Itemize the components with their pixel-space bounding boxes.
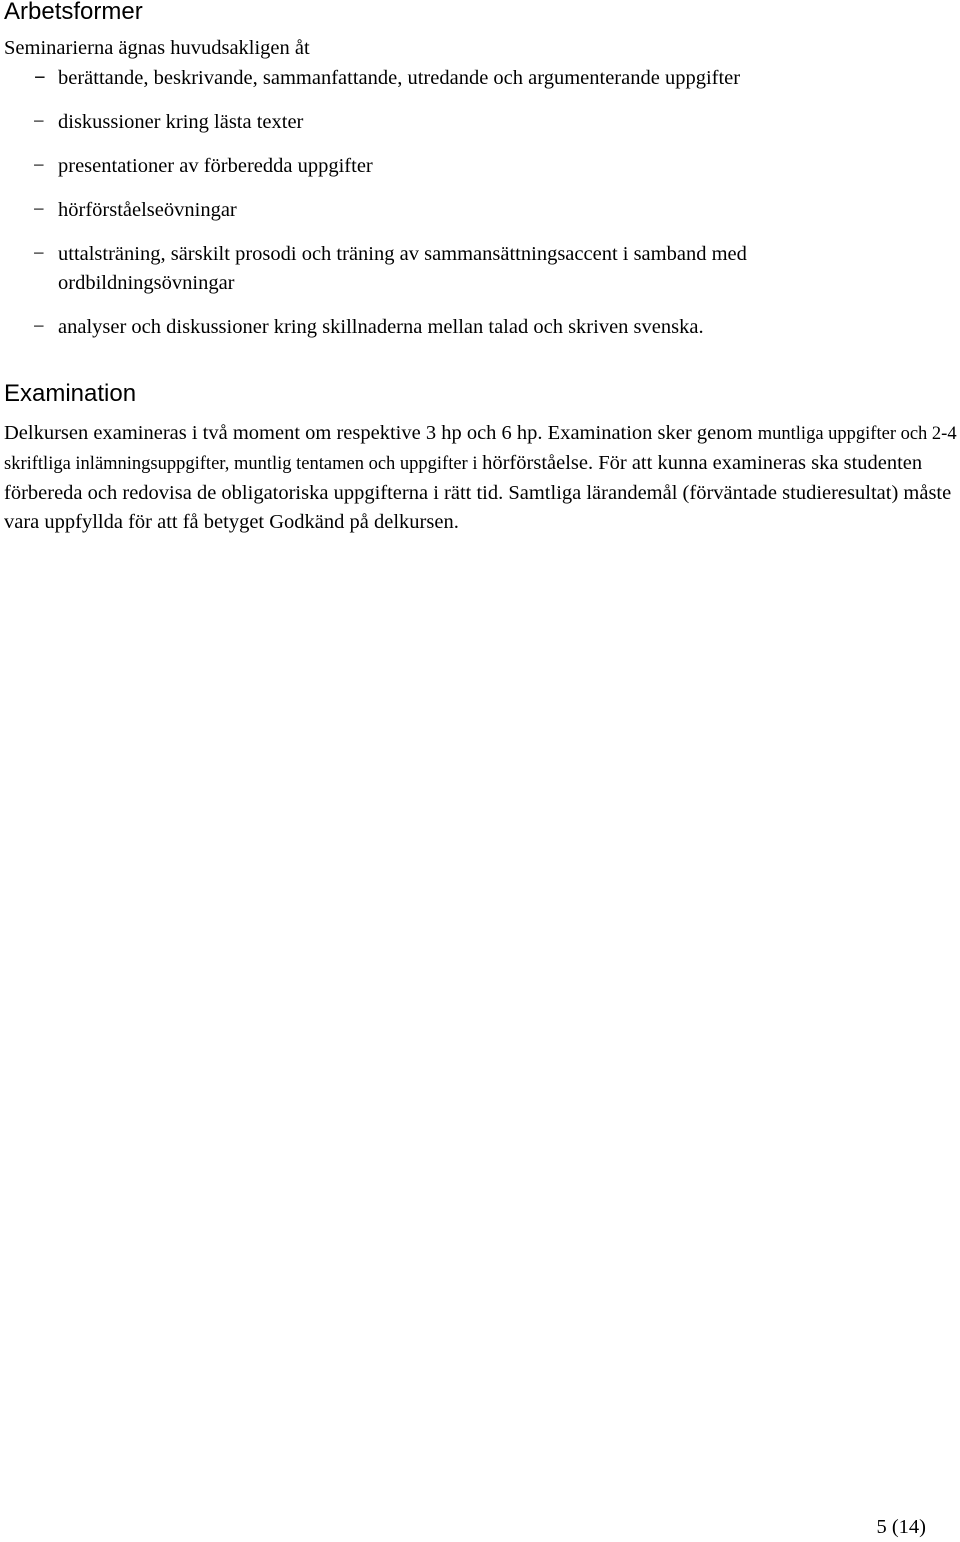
dash-bullet-icon: − (33, 316, 45, 338)
list-item (0, 64, 928, 93)
list-item-text: diskussioner kring lästa texter (58, 111, 304, 133)
list-item-text: hörförståelseövningar (58, 199, 237, 221)
dash-bullet-icon: − (34, 67, 46, 89)
intro-text: Seminarierna ägnas huvudsakligen åt (4, 37, 310, 59)
section-heading-examination: Examination (4, 380, 137, 407)
list-item (0, 313, 928, 342)
list-item-text: uttalsträning, särskilt prosodi och träning av sammansättningsaccent i samband med ordbildningsövningar (58, 243, 747, 294)
dash-bullet-icon: − (33, 111, 45, 133)
list-item-text: presentationer av förberedda uppgifter (58, 155, 373, 177)
list-item (0, 152, 928, 181)
examination-text (4, 419, 960, 537)
list-item-text: analyser och diskussioner kring skillnaderna mellan talad och skriven svenska. (58, 316, 704, 338)
work-forms-list (0, 64, 960, 357)
page-number: 5 (14) (876, 1516, 926, 1538)
section-heading-arbetsformer: Arbetsformer (4, 0, 143, 25)
list-item (0, 108, 928, 137)
examination-text-part: muntliga uppgifter och 2-4 skriftliga inlämningsuppgifter, muntlig tentamen och uppgifter i (4, 424, 957, 474)
dash-bullet-icon: − (33, 155, 45, 177)
examination-text-part: hörförståelse. För att kunna examineras ska studenten förbereda och redovisa de obligatoriska uppgifterna i rätt tid. Samtliga lärandemål (förväntade studieresultat) måste vara uppfyllda för att få betyget Godkänd på delkursen. (4, 452, 952, 533)
list-item-text: berättande, beskrivande, sammanfattande, utredande och argumenterande uppgifter (58, 67, 741, 89)
dash-bullet-icon: − (33, 199, 45, 221)
list-item (0, 196, 928, 225)
list-item (0, 240, 928, 298)
dash-bullet-icon: − (33, 243, 45, 265)
examination-text-part: Delkursen examineras i två moment om respektive 3 hp och 6 hp. Examination sker genom (4, 422, 758, 444)
